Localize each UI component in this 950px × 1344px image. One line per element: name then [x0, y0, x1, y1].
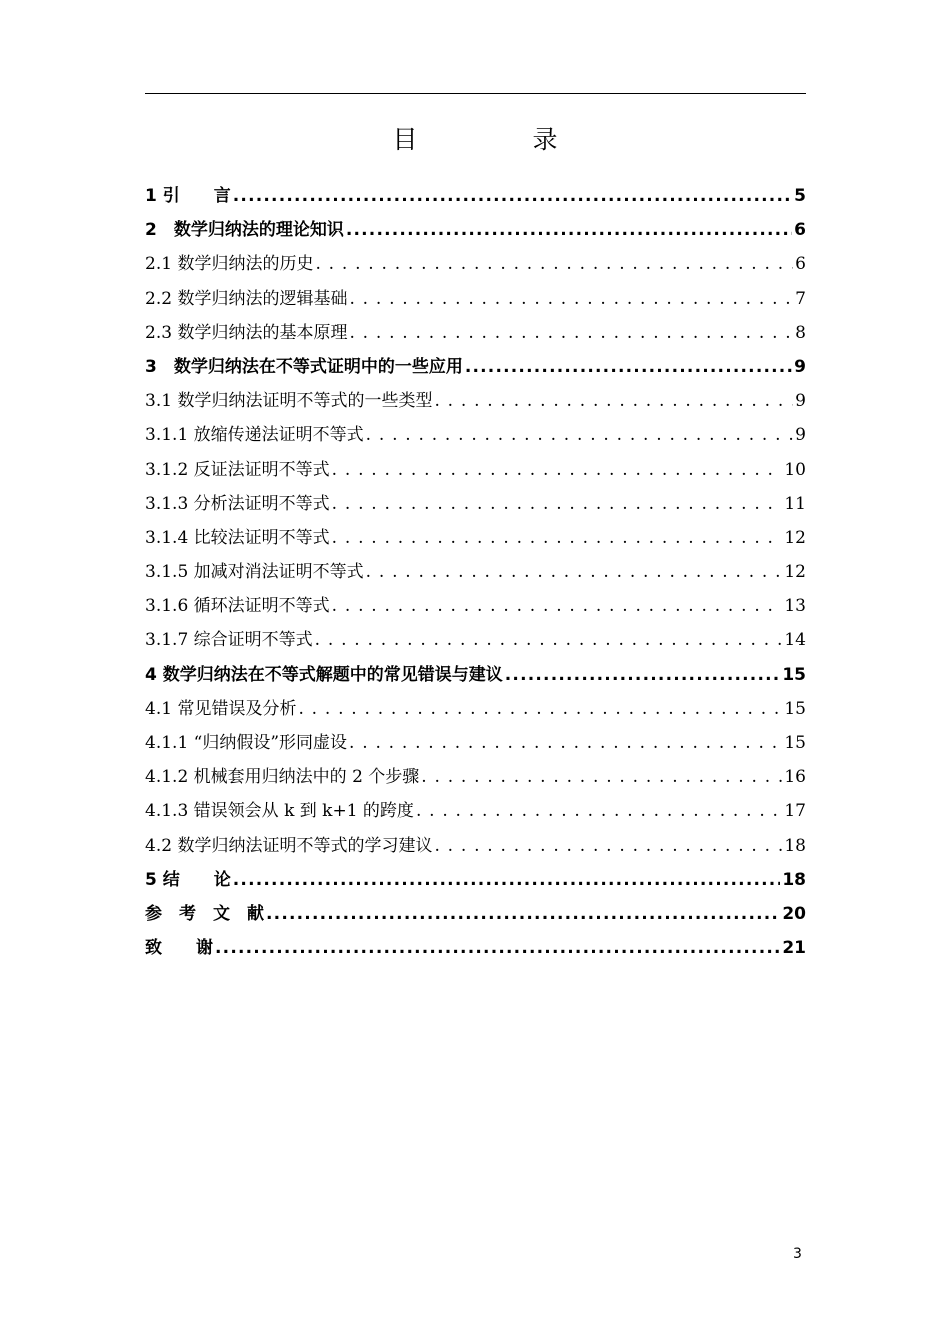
toc-entry-label: 3.1.3 分析法证明不等式 — [145, 493, 330, 514]
toc-dot-leader — [215, 933, 780, 963]
toc-dot-leader — [332, 591, 783, 621]
toc-entry-page: 12 — [784, 527, 806, 548]
toc-entry-label: 4.1 常见错误及分析 — [145, 698, 297, 719]
toc-dot-leader — [332, 489, 783, 519]
toc-entry-page: 15 — [784, 733, 806, 753]
toc-entry[interactable] — [145, 523, 806, 557]
toc-entry-label: 3.1.7 综合证明不等式 — [145, 630, 313, 651]
toc-entry[interactable] — [145, 625, 806, 659]
toc-entry[interactable] — [145, 489, 806, 523]
toc-entry[interactable] — [145, 865, 806, 899]
toc-entry-page: 12 — [784, 562, 806, 583]
toc-dot-leader — [366, 420, 794, 450]
toc-entry[interactable] — [145, 557, 806, 591]
toc-entry[interactable] — [145, 386, 806, 420]
toc-entry-page: 15 — [782, 664, 806, 685]
toc-entry-label: 3.1.2 反证法证明不等式 — [145, 459, 330, 480]
toc-entry-label: 3.1.4 比较法证明不等式 — [145, 527, 330, 548]
toc-dot-leader — [349, 284, 793, 314]
toc-dot-leader — [465, 352, 792, 382]
header-rule — [145, 93, 806, 94]
toc-entry-label: 4.1.1 “归纳假设”形同虚设 — [145, 733, 348, 753]
toc-entry[interactable] — [145, 796, 806, 830]
toc-entry-label: 2.3 数学归纳法的基本原理 — [145, 322, 348, 343]
toc-entry[interactable] — [145, 455, 806, 489]
toc-entry[interactable] — [145, 762, 806, 796]
toc-entry-page: 9 — [794, 356, 806, 377]
toc-entry-page: 15 — [784, 698, 806, 719]
toc-entry-page: 18 — [784, 835, 806, 856]
toc-dot-leader — [332, 455, 783, 485]
toc-entry-page: 13 — [784, 596, 806, 617]
toc-dot-leader — [434, 831, 782, 861]
toc-dot-leader — [266, 899, 780, 929]
toc-entry[interactable] — [145, 660, 806, 694]
toc-entry[interactable] — [145, 694, 806, 728]
toc-entry-page: 7 — [795, 288, 806, 309]
toc-entry-label: 3.1.5 加减对消法证明不等式 — [145, 562, 364, 583]
toc-entry-page: 10 — [784, 459, 806, 480]
toc-entry-label: 4 数学归纳法在不等式解题中的常见错误与建议 — [145, 664, 503, 685]
toc-entry[interactable] — [145, 899, 806, 933]
toc-entry-page: 6 — [794, 220, 806, 241]
toc-entry[interactable] — [145, 420, 806, 454]
toc-entry-page: 9 — [795, 425, 806, 446]
toc-entry-label: 2.1 数学归纳法的历史 — [145, 254, 314, 275]
toc-entry-page: 18 — [782, 869, 806, 890]
toc-dot-leader — [233, 865, 781, 895]
toc-entry-page: 21 — [782, 938, 806, 959]
toc-entry[interactable] — [145, 249, 806, 283]
table-of-contents — [145, 181, 806, 967]
toc-dot-leader — [349, 318, 793, 348]
toc-entry-label: 3.1.6 循环法证明不等式 — [145, 596, 330, 617]
toc-dot-leader — [505, 660, 781, 690]
toc-entry-label: 1 引 言 — [145, 186, 231, 206]
toc-entry-page: 14 — [784, 630, 806, 651]
toc-entry[interactable] — [145, 318, 806, 352]
toc-dot-leader — [315, 249, 793, 279]
toc-entry[interactable] — [145, 591, 806, 625]
toc-dot-leader — [332, 523, 783, 553]
page-number: 3 — [793, 1246, 802, 1262]
toc-entry-label: 2 数学归纳法的理论知识 — [145, 220, 344, 241]
toc-entry-page: 5 — [794, 186, 806, 206]
toc-dot-leader — [416, 796, 782, 826]
toc-entry-label: 参 考 文 献 — [145, 903, 264, 924]
toc-entry-label: 4.2 数学归纳法证明不等式的学习建议 — [145, 835, 433, 856]
toc-entry-label: 3.1.1 放缩传递法证明不等式 — [145, 425, 364, 446]
toc-entry-page: 16 — [784, 767, 806, 788]
toc-dot-leader — [421, 762, 782, 792]
toc-entry-page: 6 — [795, 254, 806, 275]
toc-entry[interactable] — [145, 181, 806, 215]
toc-entry[interactable] — [145, 728, 806, 762]
toc-entry-page: 17 — [784, 801, 806, 822]
toc-dot-leader — [349, 728, 782, 758]
toc-dot-leader — [233, 181, 792, 211]
toc-dot-leader — [434, 386, 793, 416]
toc-entry-page: 9 — [795, 391, 806, 412]
toc-entry-label: 4.1.2 机械套用归纳法中的 2 个步骤 — [145, 767, 420, 788]
toc-entry[interactable] — [145, 215, 806, 249]
toc-dot-leader — [346, 215, 792, 245]
toc-entry[interactable] — [145, 831, 806, 865]
toc-entry-label: 2.2 数学归纳法的逻辑基础 — [145, 288, 348, 309]
toc-entry[interactable] — [145, 352, 806, 386]
toc-entry-label: 致 谢 — [145, 938, 213, 959]
toc-entry-page: 11 — [784, 493, 806, 514]
toc-dot-leader — [315, 625, 783, 655]
toc-entry[interactable] — [145, 284, 806, 318]
toc-entry[interactable] — [145, 933, 806, 967]
toc-entry-page: 20 — [782, 903, 806, 924]
toc-title: 目 录 — [392, 125, 603, 154]
toc-entry-label: 4.1.3 错误领会从 k 到 k+1 的跨度 — [145, 801, 414, 822]
toc-dot-leader — [298, 694, 782, 724]
toc-entry-label: 3 数学归纳法在不等式证明中的一些应用 — [145, 356, 463, 377]
toc-entry-page: 8 — [795, 322, 806, 343]
toc-entry-label: 3.1 数学归纳法证明不等式的一些类型 — [145, 391, 433, 412]
toc-entry-label: 5 结 论 — [145, 869, 231, 890]
toc-dot-leader — [366, 557, 783, 587]
